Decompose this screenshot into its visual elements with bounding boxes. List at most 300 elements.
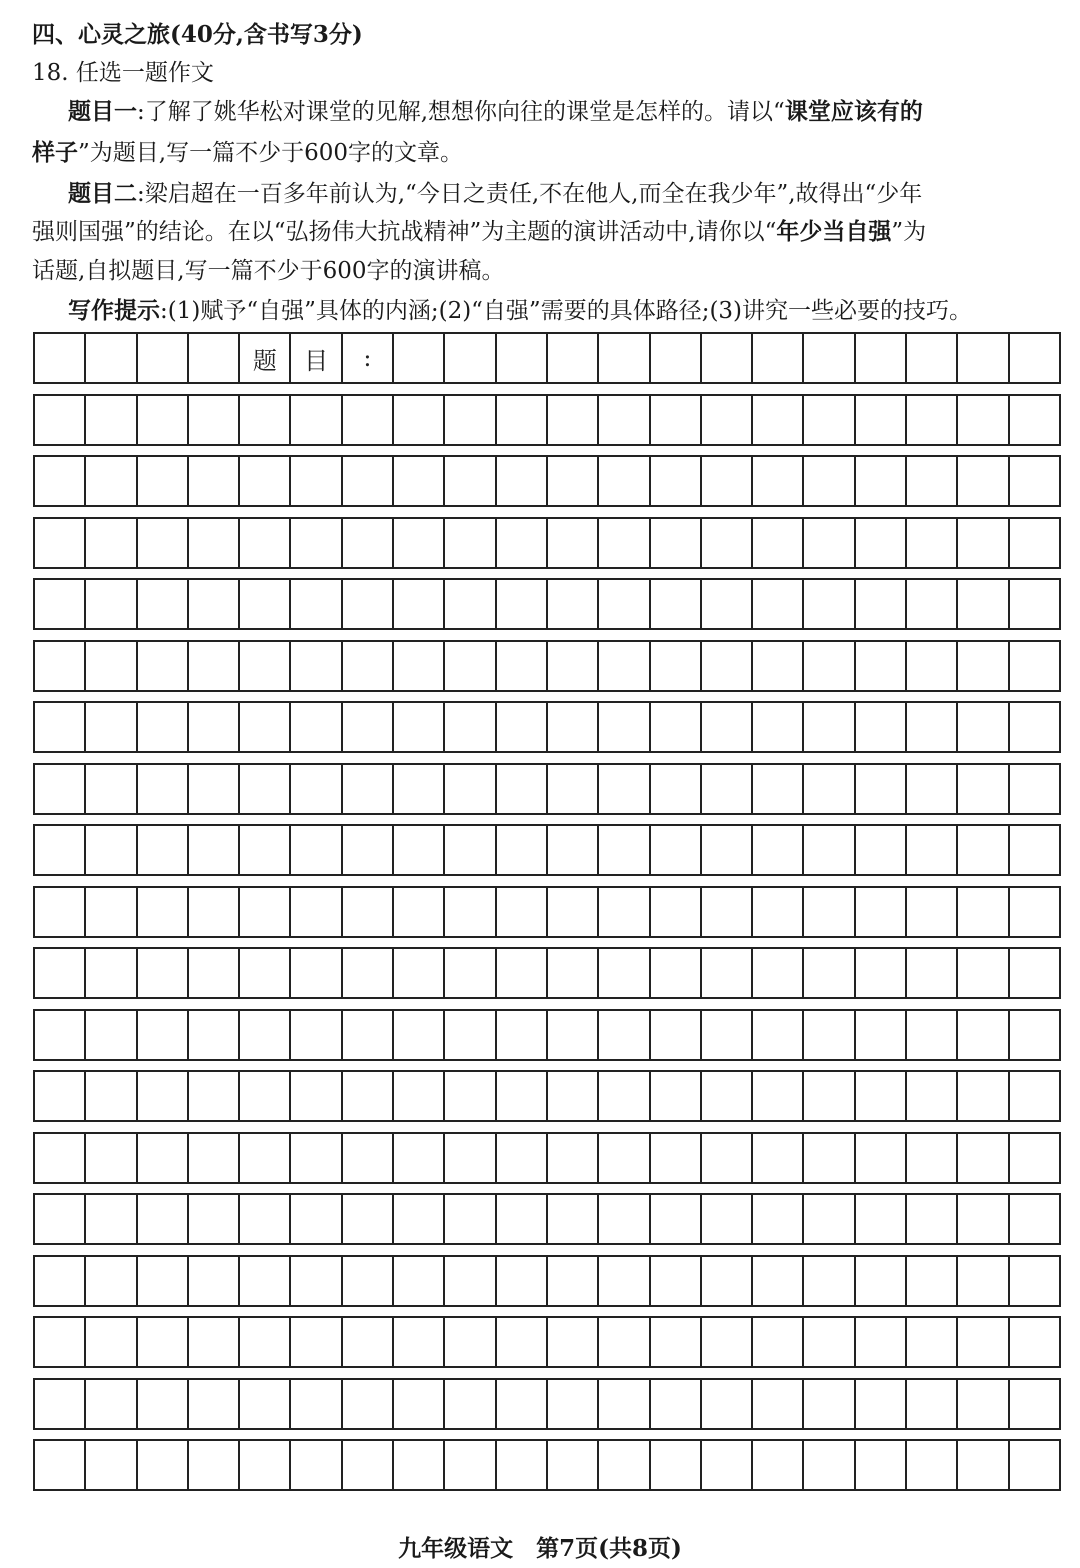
grid-cell[interactable] (189, 334, 240, 382)
grid-cell[interactable] (497, 1257, 548, 1305)
grid-cell[interactable] (1010, 888, 1061, 936)
grid-cell[interactable] (599, 1318, 650, 1366)
grid-cell[interactable] (497, 949, 548, 997)
grid-cell[interactable] (86, 642, 137, 690)
grid-cell[interactable] (548, 642, 599, 690)
grid-cell[interactable] (907, 1441, 958, 1489)
grid-cell[interactable] (907, 1134, 958, 1182)
grid-cell[interactable] (1010, 826, 1061, 874)
grid-cell[interactable] (548, 1380, 599, 1428)
grid-cell[interactable] (445, 1072, 496, 1120)
grid-cell[interactable] (651, 334, 702, 382)
grid-cell[interactable] (958, 826, 1009, 874)
grid-cell[interactable] (599, 765, 650, 813)
grid-cell[interactable] (907, 826, 958, 874)
grid-cell[interactable] (599, 1441, 650, 1489)
grid-cell[interactable] (599, 949, 650, 997)
grid-cell[interactable] (343, 703, 394, 751)
grid-cell[interactable] (702, 1380, 753, 1428)
grid-cell[interactable] (804, 334, 855, 382)
grid-cell[interactable] (35, 1257, 86, 1305)
grid-cell[interactable] (548, 888, 599, 936)
grid-cell[interactable] (702, 888, 753, 936)
grid-cell[interactable] (189, 1134, 240, 1182)
grid-cell[interactable] (651, 1134, 702, 1182)
grid-cell[interactable] (856, 826, 907, 874)
grid-cell[interactable] (291, 1134, 342, 1182)
grid-cell[interactable] (958, 1195, 1009, 1243)
grid-cell[interactable] (35, 1072, 86, 1120)
grid-cell[interactable] (804, 642, 855, 690)
grid-cell[interactable] (394, 1134, 445, 1182)
grid-cell[interactable] (291, 396, 342, 444)
grid-cell[interactable] (599, 396, 650, 444)
grid-cell[interactable] (86, 334, 137, 382)
grid-cell[interactable] (497, 1441, 548, 1489)
grid-cell[interactable] (86, 1011, 137, 1059)
grid-cell[interactable] (445, 826, 496, 874)
grid-cell[interactable] (445, 396, 496, 444)
grid-cell[interactable] (138, 765, 189, 813)
grid-cell[interactable] (804, 949, 855, 997)
grid-cell[interactable] (291, 1072, 342, 1120)
grid-cell[interactable] (394, 1257, 445, 1305)
grid-cell[interactable] (599, 642, 650, 690)
grid-cell[interactable] (240, 1011, 291, 1059)
grid-cell[interactable] (138, 1257, 189, 1305)
grid-cell[interactable] (240, 580, 291, 628)
grid-cell[interactable] (856, 1318, 907, 1366)
grid-cell[interactable] (189, 765, 240, 813)
grid-cell[interactable] (35, 1441, 86, 1489)
grid-cell[interactable] (856, 888, 907, 936)
grid-cell[interactable] (35, 519, 86, 567)
grid-cell[interactable] (702, 1441, 753, 1489)
grid-cell[interactable] (291, 1380, 342, 1428)
grid-cell[interactable] (138, 642, 189, 690)
grid-cell[interactable] (189, 1318, 240, 1366)
grid-cell[interactable] (35, 334, 86, 382)
grid-cell[interactable] (138, 334, 189, 382)
grid-cell[interactable] (189, 1380, 240, 1428)
grid-cell[interactable] (291, 1257, 342, 1305)
grid-cell[interactable] (497, 519, 548, 567)
grid-cell[interactable] (343, 1257, 394, 1305)
grid-cell[interactable] (804, 580, 855, 628)
grid-cell[interactable] (599, 1380, 650, 1428)
grid-cell[interactable] (343, 642, 394, 690)
grid-cell[interactable] (548, 1072, 599, 1120)
grid-cell[interactable] (189, 519, 240, 567)
grid-cell[interactable] (138, 1318, 189, 1366)
grid-cell[interactable] (394, 1380, 445, 1428)
grid-cell[interactable] (804, 1134, 855, 1182)
grid-cell[interactable] (291, 949, 342, 997)
grid-cell[interactable] (702, 334, 753, 382)
grid-cell[interactable] (343, 765, 394, 813)
grid-cell[interactable] (343, 519, 394, 567)
grid-cell[interactable] (138, 1441, 189, 1489)
grid-cell[interactable] (394, 457, 445, 505)
grid-cell[interactable] (548, 703, 599, 751)
grid-cell[interactable] (958, 1072, 1009, 1120)
grid-cell[interactable] (445, 1011, 496, 1059)
grid-cell[interactable] (548, 519, 599, 567)
grid-cell[interactable] (445, 457, 496, 505)
grid-cell[interactable] (445, 703, 496, 751)
grid-cell[interactable] (599, 457, 650, 505)
grid-cell[interactable] (497, 888, 548, 936)
grid-cell[interactable] (394, 703, 445, 751)
grid-cell[interactable] (291, 888, 342, 936)
grid-cell[interactable] (86, 765, 137, 813)
grid-cell[interactable] (1010, 1380, 1061, 1428)
grid-cell[interactable] (138, 457, 189, 505)
grid-cell[interactable] (1010, 396, 1061, 444)
grid-cell[interactable] (958, 457, 1009, 505)
grid-cell[interactable] (138, 1072, 189, 1120)
grid-cell[interactable] (907, 1318, 958, 1366)
grid-cell[interactable] (189, 1441, 240, 1489)
grid-cell[interactable] (958, 703, 1009, 751)
grid-cell[interactable] (1010, 1195, 1061, 1243)
grid-cell[interactable] (753, 949, 804, 997)
grid-cell[interactable] (702, 949, 753, 997)
grid-cell[interactable] (394, 949, 445, 997)
grid-cell[interactable] (86, 1134, 137, 1182)
grid-cell[interactable] (907, 334, 958, 382)
grid-cell[interactable] (1010, 1011, 1061, 1059)
grid-cell[interactable] (907, 1195, 958, 1243)
grid-cell[interactable] (189, 888, 240, 936)
grid-cell[interactable] (86, 1072, 137, 1120)
grid-cell[interactable] (445, 1195, 496, 1243)
grid-cell[interactable] (445, 642, 496, 690)
grid-cell[interactable] (907, 580, 958, 628)
grid-cell[interactable] (651, 457, 702, 505)
grid-cell[interactable] (651, 519, 702, 567)
grid-cell[interactable] (1010, 765, 1061, 813)
grid-cell[interactable] (958, 396, 1009, 444)
grid-cell[interactable] (958, 1318, 1009, 1366)
grid-cell[interactable] (856, 457, 907, 505)
grid-cell[interactable] (804, 703, 855, 751)
grid-cell[interactable] (804, 1441, 855, 1489)
grid-cell[interactable] (651, 826, 702, 874)
grid-cell[interactable] (343, 1195, 394, 1243)
grid-cell[interactable] (753, 642, 804, 690)
grid-cell[interactable] (35, 1195, 86, 1243)
grid-cell[interactable] (907, 703, 958, 751)
grid-cell[interactable] (702, 580, 753, 628)
grid-cell[interactable] (907, 519, 958, 567)
grid-cell[interactable] (240, 457, 291, 505)
grid-cell[interactable] (240, 1257, 291, 1305)
grid-cell[interactable] (599, 1011, 650, 1059)
grid-cell[interactable] (343, 826, 394, 874)
grid-cell[interactable] (86, 396, 137, 444)
grid-cell[interactable] (445, 580, 496, 628)
grid-cell[interactable] (804, 519, 855, 567)
grid-cell[interactable] (35, 1380, 86, 1428)
grid-cell[interactable] (651, 642, 702, 690)
grid-cell[interactable] (240, 1134, 291, 1182)
grid-cell[interactable] (1010, 949, 1061, 997)
grid-cell[interactable] (291, 1318, 342, 1366)
grid-cell[interactable] (1010, 1441, 1061, 1489)
grid-cell[interactable] (343, 1072, 394, 1120)
grid-cell[interactable] (804, 457, 855, 505)
grid-cell[interactable] (445, 1257, 496, 1305)
grid-cell[interactable] (343, 457, 394, 505)
grid-cell[interactable] (702, 1134, 753, 1182)
grid-cell[interactable] (394, 1195, 445, 1243)
grid-cell[interactable] (856, 703, 907, 751)
grid-cell[interactable] (189, 642, 240, 690)
grid-cell[interactable] (291, 1011, 342, 1059)
grid-cell[interactable] (291, 457, 342, 505)
grid-cell[interactable] (753, 1134, 804, 1182)
grid-cell[interactable] (804, 826, 855, 874)
grid-cell[interactable] (753, 826, 804, 874)
grid-cell[interactable] (548, 826, 599, 874)
grid-cell[interactable] (548, 396, 599, 444)
grid-cell[interactable] (856, 396, 907, 444)
grid-cell[interactable] (1010, 642, 1061, 690)
grid-cell[interactable] (651, 765, 702, 813)
grid-cell[interactable] (445, 519, 496, 567)
grid-cell[interactable] (651, 396, 702, 444)
grid-cell[interactable] (86, 949, 137, 997)
grid-cell[interactable] (753, 1318, 804, 1366)
grid-cell[interactable] (907, 1380, 958, 1428)
grid-cell[interactable] (651, 1380, 702, 1428)
grid-cell[interactable] (343, 396, 394, 444)
grid-cell[interactable] (804, 888, 855, 936)
grid-cell[interactable] (189, 826, 240, 874)
grid-cell[interactable] (240, 1195, 291, 1243)
grid-cell[interactable] (35, 396, 86, 444)
grid-cell[interactable] (702, 765, 753, 813)
grid-cell[interactable] (497, 642, 548, 690)
grid-cell[interactable] (907, 888, 958, 936)
grid-cell[interactable] (189, 1011, 240, 1059)
grid-cell[interactable] (138, 1011, 189, 1059)
grid-cell[interactable] (702, 1011, 753, 1059)
grid-cell[interactable] (189, 457, 240, 505)
grid-cell[interactable] (958, 949, 1009, 997)
grid-cell[interactable] (702, 396, 753, 444)
grid-cell[interactable] (702, 519, 753, 567)
grid-cell[interactable] (753, 1072, 804, 1120)
grid-cell[interactable] (1010, 1257, 1061, 1305)
grid-cell[interactable] (548, 1134, 599, 1182)
grid-cell[interactable] (599, 1257, 650, 1305)
grid-cell[interactable] (343, 1441, 394, 1489)
grid-cell[interactable] (86, 1441, 137, 1489)
grid-cell[interactable] (548, 1195, 599, 1243)
grid-cell[interactable] (804, 765, 855, 813)
grid-cell[interactable] (343, 1011, 394, 1059)
grid-cell[interactable] (702, 1257, 753, 1305)
grid-cell[interactable] (548, 1011, 599, 1059)
grid-cell[interactable] (702, 703, 753, 751)
grid-cell[interactable] (189, 949, 240, 997)
grid-cell[interactable] (497, 765, 548, 813)
grid-cell[interactable] (907, 765, 958, 813)
grid-cell[interactable] (907, 457, 958, 505)
grid-cell[interactable] (445, 949, 496, 997)
grid-cell[interactable] (753, 703, 804, 751)
grid-cell[interactable] (958, 580, 1009, 628)
grid-cell[interactable] (86, 1318, 137, 1366)
grid-cell[interactable] (86, 519, 137, 567)
grid-cell[interactable] (86, 1195, 137, 1243)
grid-cell[interactable] (958, 642, 1009, 690)
grid-cell[interactable] (86, 1257, 137, 1305)
grid-cell[interactable] (548, 1441, 599, 1489)
grid-cell[interactable] (343, 1318, 394, 1366)
grid-cell[interactable] (343, 1134, 394, 1182)
grid-cell[interactable] (35, 703, 86, 751)
grid-cell[interactable] (394, 1011, 445, 1059)
grid-cell[interactable] (907, 1072, 958, 1120)
grid-cell[interactable] (35, 457, 86, 505)
grid-cell[interactable] (958, 1134, 1009, 1182)
grid-cell[interactable] (1010, 457, 1061, 505)
grid-cell[interactable] (958, 334, 1009, 382)
grid-cell[interactable] (189, 1257, 240, 1305)
grid-cell[interactable] (907, 642, 958, 690)
grid-cell[interactable] (343, 949, 394, 997)
grid-cell[interactable] (394, 826, 445, 874)
grid-cell[interactable] (548, 457, 599, 505)
grid-cell[interactable] (394, 888, 445, 936)
grid-cell[interactable] (856, 334, 907, 382)
grid-cell[interactable] (394, 642, 445, 690)
grid-cell[interactable] (138, 888, 189, 936)
grid-cell[interactable] (753, 765, 804, 813)
grid-cell[interactable] (35, 826, 86, 874)
grid-cell[interactable] (86, 457, 137, 505)
grid-cell[interactable] (291, 703, 342, 751)
grid-cell[interactable] (651, 949, 702, 997)
grid-cell[interactable] (35, 580, 86, 628)
grid-cell[interactable] (445, 334, 496, 382)
grid-cell[interactable] (856, 1441, 907, 1489)
grid-cell[interactable] (958, 1257, 1009, 1305)
grid-cell[interactable] (907, 949, 958, 997)
grid-cell[interactable] (138, 519, 189, 567)
grid-cell[interactable] (1010, 580, 1061, 628)
grid-cell[interactable] (189, 1072, 240, 1120)
grid-cell[interactable] (753, 580, 804, 628)
grid-title-char[interactable]: 目 (291, 334, 342, 382)
grid-cell[interactable] (599, 519, 650, 567)
grid-cell[interactable] (138, 949, 189, 997)
grid-cell[interactable] (291, 519, 342, 567)
grid-cell[interactable] (35, 765, 86, 813)
grid-cell[interactable] (240, 888, 291, 936)
grid-cell[interactable] (753, 396, 804, 444)
grid-cell[interactable] (753, 334, 804, 382)
grid-cell[interactable] (35, 888, 86, 936)
grid-cell[interactable] (907, 396, 958, 444)
grid-cell[interactable] (240, 1318, 291, 1366)
grid-cell[interactable] (804, 1380, 855, 1428)
grid-cell[interactable] (958, 1011, 1009, 1059)
grid-cell[interactable] (702, 1072, 753, 1120)
grid-cell[interactable] (138, 703, 189, 751)
grid-cell[interactable] (445, 888, 496, 936)
grid-cell[interactable] (497, 1134, 548, 1182)
grid-cell[interactable] (291, 642, 342, 690)
grid-cell[interactable] (702, 1318, 753, 1366)
grid-cell[interactable] (445, 765, 496, 813)
grid-cell[interactable] (189, 1195, 240, 1243)
grid-cell[interactable] (138, 1380, 189, 1428)
grid-cell[interactable] (343, 888, 394, 936)
grid-cell[interactable] (804, 1318, 855, 1366)
grid-cell[interactable] (343, 580, 394, 628)
grid-cell[interactable] (753, 1011, 804, 1059)
grid-cell[interactable] (548, 580, 599, 628)
grid-cell[interactable] (86, 580, 137, 628)
grid-cell[interactable] (394, 519, 445, 567)
grid-cell[interactable] (804, 1072, 855, 1120)
grid-cell[interactable] (856, 765, 907, 813)
grid-cell[interactable] (497, 1195, 548, 1243)
grid-cell[interactable] (856, 642, 907, 690)
grid-cell[interactable] (856, 1257, 907, 1305)
grid-cell[interactable] (291, 765, 342, 813)
grid-cell[interactable] (651, 1011, 702, 1059)
grid-cell[interactable] (856, 1380, 907, 1428)
grid-cell[interactable] (291, 1195, 342, 1243)
grid-cell[interactable] (497, 396, 548, 444)
grid-cell[interactable] (548, 1318, 599, 1366)
grid-cell[interactable] (753, 1257, 804, 1305)
grid-cell[interactable] (856, 1134, 907, 1182)
grid-cell[interactable] (753, 519, 804, 567)
grid-cell[interactable] (343, 1380, 394, 1428)
grid-cell[interactable] (138, 580, 189, 628)
grid-cell[interactable] (1010, 1134, 1061, 1182)
grid-cell[interactable] (753, 1195, 804, 1243)
grid-cell[interactable] (753, 457, 804, 505)
grid-cell[interactable] (651, 888, 702, 936)
grid-cell[interactable] (804, 1257, 855, 1305)
grid-cell[interactable] (86, 1380, 137, 1428)
grid-cell[interactable] (240, 949, 291, 997)
grid-cell[interactable] (651, 1441, 702, 1489)
grid-cell[interactable] (445, 1318, 496, 1366)
grid-cell[interactable] (497, 703, 548, 751)
grid-cell[interactable] (804, 396, 855, 444)
grid-cell[interactable] (651, 1318, 702, 1366)
grid-cell[interactable] (291, 580, 342, 628)
grid-cell[interactable] (86, 888, 137, 936)
grid-cell[interactable] (548, 765, 599, 813)
grid-cell[interactable] (138, 826, 189, 874)
grid-cell[interactable] (35, 1318, 86, 1366)
grid-cell[interactable] (86, 703, 137, 751)
grid-title-char[interactable]: 题 (240, 334, 291, 382)
grid-title-char[interactable]: : (343, 334, 394, 382)
grid-cell[interactable] (291, 826, 342, 874)
grid-cell[interactable] (856, 519, 907, 567)
grid-cell[interactable] (445, 1441, 496, 1489)
